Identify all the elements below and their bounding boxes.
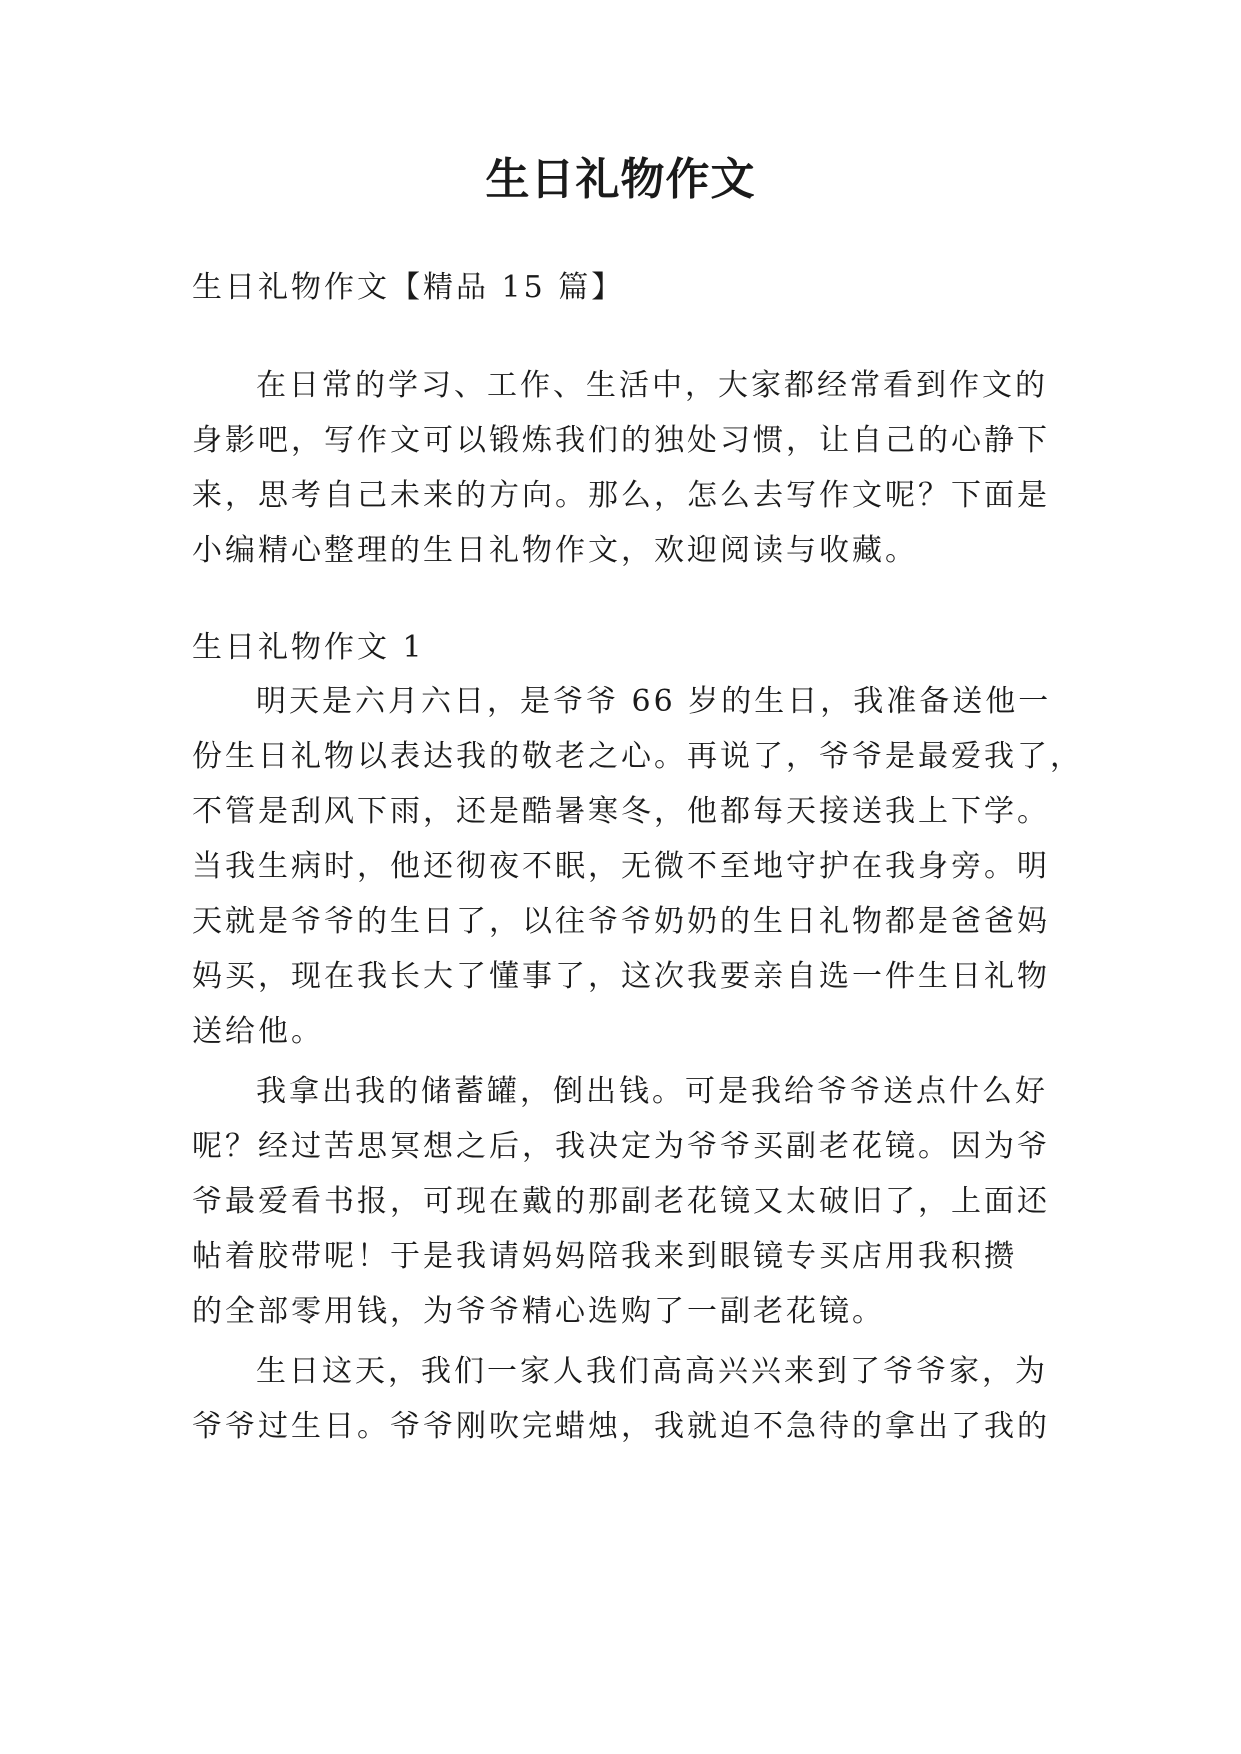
paragraph-line: 爷爷过生日。爷爷刚吹完蜡烛，我就迫不急待的拿出了我的 bbox=[192, 1409, 1050, 1444]
paragraph-line: 的全部零用钱，为爷爷精心选购了一副老花镜。 bbox=[192, 1294, 885, 1329]
document-title: 生日礼物作文 bbox=[485, 154, 756, 205]
paragraph-line: 呢？经过苦思冥想之后，我决定为爷爷买副老花镜。因为爷 bbox=[192, 1129, 1050, 1164]
paragraph-line: 份生日礼物以表达我的敬老之心。再说了，爷爷是最爱我了， bbox=[192, 739, 1083, 774]
paragraph-line: 爷最爱看书报，可现在戴的那副老花镜又太破旧了，上面还 bbox=[192, 1184, 1050, 1219]
intro-line: 小编精心整理的生日礼物作文，欢迎阅读与收藏。 bbox=[192, 533, 918, 568]
intro-line: 在日常的学习、工作、生活中，大家都经常看到作文的 bbox=[256, 368, 1048, 403]
paragraph-line: 送给他。 bbox=[192, 1014, 324, 1049]
paragraph-line: 帖着胶带呢！于是我请妈妈陪我来到眼镜专买店用我积攒 bbox=[192, 1239, 1017, 1274]
paragraph-line: 当我生病时，他还彻夜不眠，无微不至地守护在我身旁。明 bbox=[192, 849, 1050, 884]
paragraph-line: 明天是六月六日，是爷爷 66 岁的生日，我准备送他一 bbox=[256, 684, 1052, 719]
intro-line: 身影吧，写作文可以锻炼我们的独处习惯，让自己的心静下 bbox=[192, 423, 1050, 458]
paragraph-line: 我拿出我的储蓄罐，倒出钱。可是我给爷爷送点什么好 bbox=[256, 1074, 1048, 1109]
paragraph-line: 妈买，现在我长大了懂事了，这次我要亲自选一件生日礼物 bbox=[192, 959, 1050, 994]
document-subtitle: 生日礼物作文【精品 15 篇】 bbox=[192, 270, 625, 305]
paragraph-line: 天就是爷爷的生日了，以往爷爷奶奶的生日礼物都是爸爸妈 bbox=[192, 904, 1050, 939]
paragraph-line: 生日这天，我们一家人我们高高兴兴来到了爷爷家，为 bbox=[256, 1354, 1048, 1389]
paragraph-line: 不管是刮风下雨，还是酷暑寒冬，他都每天接送我上下学。 bbox=[192, 794, 1050, 829]
intro-line: 来，思考自己未来的方向。那么，怎么去写作文呢？下面是 bbox=[192, 478, 1050, 513]
section-heading: 生日礼物作文 1 bbox=[192, 630, 425, 665]
